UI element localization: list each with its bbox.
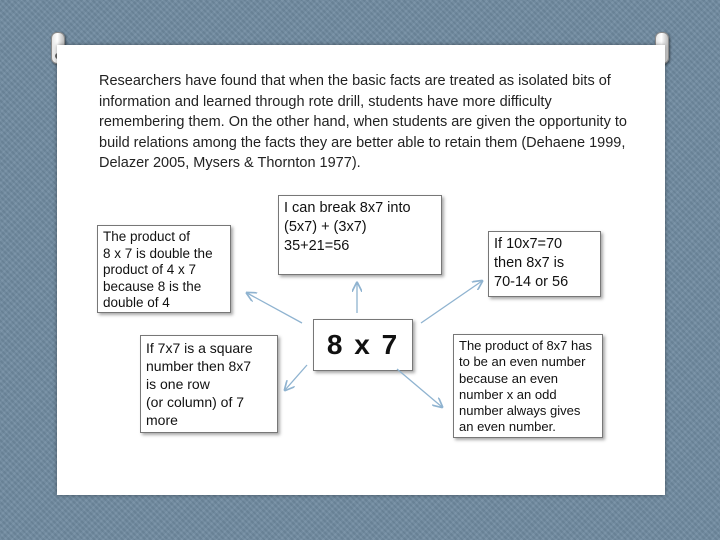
slide	[57, 45, 665, 495]
box-doubling: The product of 8 x 7 is double the product of 4 x 7 because 8 is the double of 4	[97, 225, 231, 313]
arrow-layer	[57, 45, 665, 495]
arrow-lower-left	[285, 365, 307, 390]
intro-paragraph: Researchers have found that when the basic facts are treated as isolated bits of information and learned through rote drill, students have more difficulty remembering them. On the other hand, when students are given the opportunity to build relations among the facts they are better able to retain them (Dehaene 1999, Delazer 2005, Mysers & Thornton 1977).	[99, 73, 627, 171]
box-ten-facts: If 10x7=70 then 8x7 is 70-14 or 56	[488, 231, 601, 297]
box-even: The product of 8x7 has to be an even number because an even number x an odd number always gives an even number.	[453, 334, 603, 438]
center-fact: 8 x 7	[313, 319, 413, 371]
arrow-lower-right	[397, 369, 442, 407]
arrow-upper-right	[421, 281, 482, 323]
box-square: If 7x7 is a square number then 8x7 is one row (or column) of 7 more	[140, 335, 278, 433]
arrow-upper-left	[247, 293, 302, 323]
box-break-apart: I can break 8x7 into (5x7) + (3x7) 35+21=56	[278, 195, 442, 275]
